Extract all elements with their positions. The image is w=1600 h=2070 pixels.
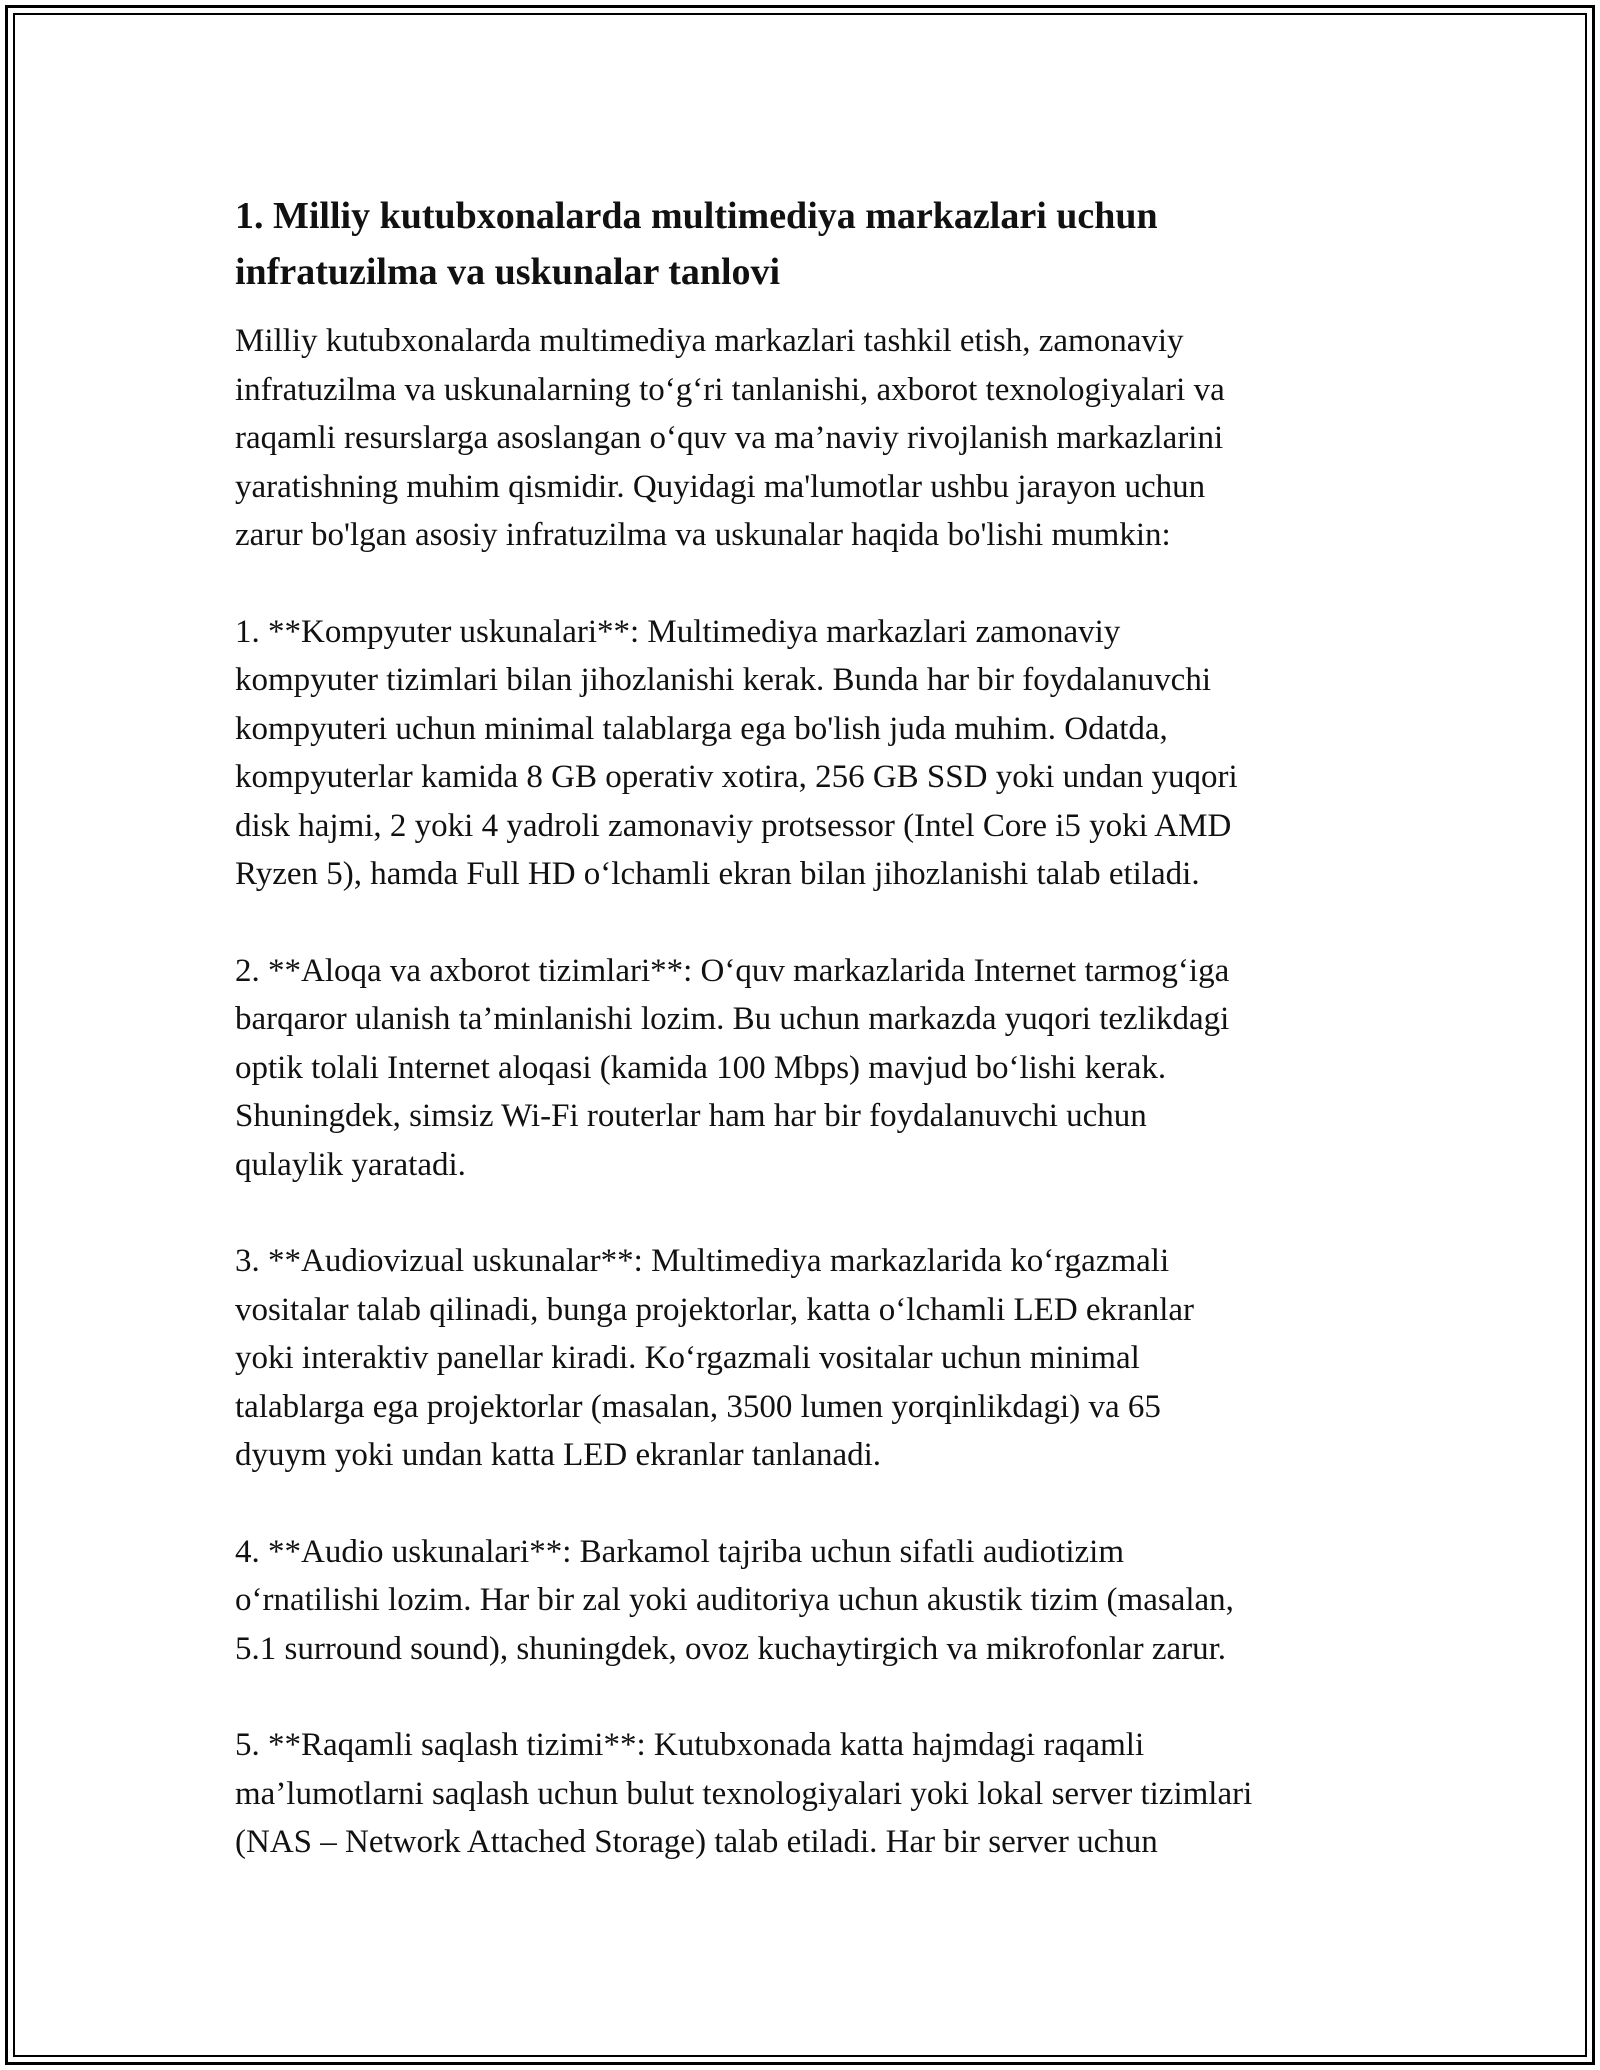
item-audio-equipment [235,1528,1375,1674]
text-line: kompyuteri uchun minimal talablarga ega bo'lish juda muhim. Odatda, [235,710,1168,747]
title-line: 1. Milliy kutubxonalarda multimediya markazlari uchun [235,195,1158,237]
text-line: infratuzilma va uskunalarning to‘g‘ri tanlanishi, axborot texnologiyalari va [235,371,1225,408]
text-line: Milliy kutubxonalarda multimediya markazlari tashkil etish, zamonaviy [235,323,1184,359]
text-line: disk hajmi, 2 yoki 4 yadroli zamonaviy protsessor (Intel Core i5 yoki AMD [235,807,1232,844]
document-body [235,188,1375,1867]
text-line: dyuym yoki undan katta LED ekranlar tanlanadi. [235,1437,882,1473]
text-line: 1. **Kompyuter uskunalari**: Multimediya markazlari zamonaviy [235,613,1121,650]
text-line: kompyuterlar kamida 8 GB operativ xotira, 256 GB SSD yoki undan yuqori [235,759,1238,795]
text-line: 5.1 surround sound), shuningdek, ovoz kuchaytirgich va mikrofonlar zarur. [235,1630,1227,1667]
text-line: yaratishning muhim qismidir. Quyidagi ma'lumotlar ushbu jarayon uchun [235,468,1206,505]
text-line: talablarga ega projektorlar (masalan, 3500 lumen yorqinlikdagi) va 65 [235,1388,1161,1425]
text-line: qulaylik yaratadi. [235,1146,466,1183]
text-line: o‘rnatilishi lozim. Har bir zal yoki auditoriya uchun akustik tizim (masalan, [235,1582,1234,1618]
text-line: vositalar talab qilinadi, bunga projektorlar, katta o‘lchamli LED ekranlar [235,1291,1194,1328]
text-line: kompyuter tizimlari bilan jihozlanishi kerak. Bunda har bir foydalanuvchi [235,662,1211,698]
item-communication-systems [235,947,1375,1190]
text-line: 2. **Aloqa va axborot tizimlari**: O‘quv markazlarida Internet tarmog‘iga [235,952,1230,989]
text-line: Shuningdek, simsiz Wi-Fi routerlar ham har bir foydalanuvchi uchun [235,1098,1147,1134]
item-audiovisual-equipment [235,1237,1375,1480]
text-line: zarur bo'lgan asosiy infratuzilma va uskunalar haqida bo'lishi mumkin: [235,517,1171,553]
text-line: barqaror ulanish ta’minlanishi lozim. Bu uchun markazda yuqori tezlikdagi [235,1001,1230,1037]
intro-paragraph [235,317,1375,560]
item-digital-storage [235,1721,1375,1867]
item-computer-equipment [235,608,1375,899]
text-line: 5. **Raqamli saqlash tizimi**: Kutubxonada katta hajmdagi raqamli [235,1727,1145,1763]
title-line: infratuzilma va uskunalar tanlovi [235,251,781,293]
text-line: optik tolali Internet aloqasi (kamida 100 Mbps) mavjud bo‘lishi kerak. [235,1049,1167,1086]
text-line: 4. **Audio uskunalari**: Barkamol tajriba uchun sifatli audiotizim [235,1533,1124,1570]
text-line: 3. **Audiovizual uskunalar**: Multimediya markazlarida ko‘rgazmali [235,1243,1170,1279]
section-title [235,188,1375,300]
text-line: yoki interaktiv panellar kiradi. Ko‘rgazmali vositalar uchun minimal [235,1340,1140,1376]
text-line: (NAS – Network Attached Storage) talab etiladi. Har bir server uchun [235,1824,1158,1860]
text-line: ma’lumotlarni saqlash uchun bulut texnologiyalari yoki lokal server tizimlari [235,1775,1253,1812]
text-line: raqamli resurslarga asoslangan o‘quv va ma’naviy rivojlanish markazlarini [235,420,1224,456]
text-line: Ryzen 5), hamda Full HD o‘lchamli ekran bilan jihozlanishi talab etiladi. [235,856,1200,892]
